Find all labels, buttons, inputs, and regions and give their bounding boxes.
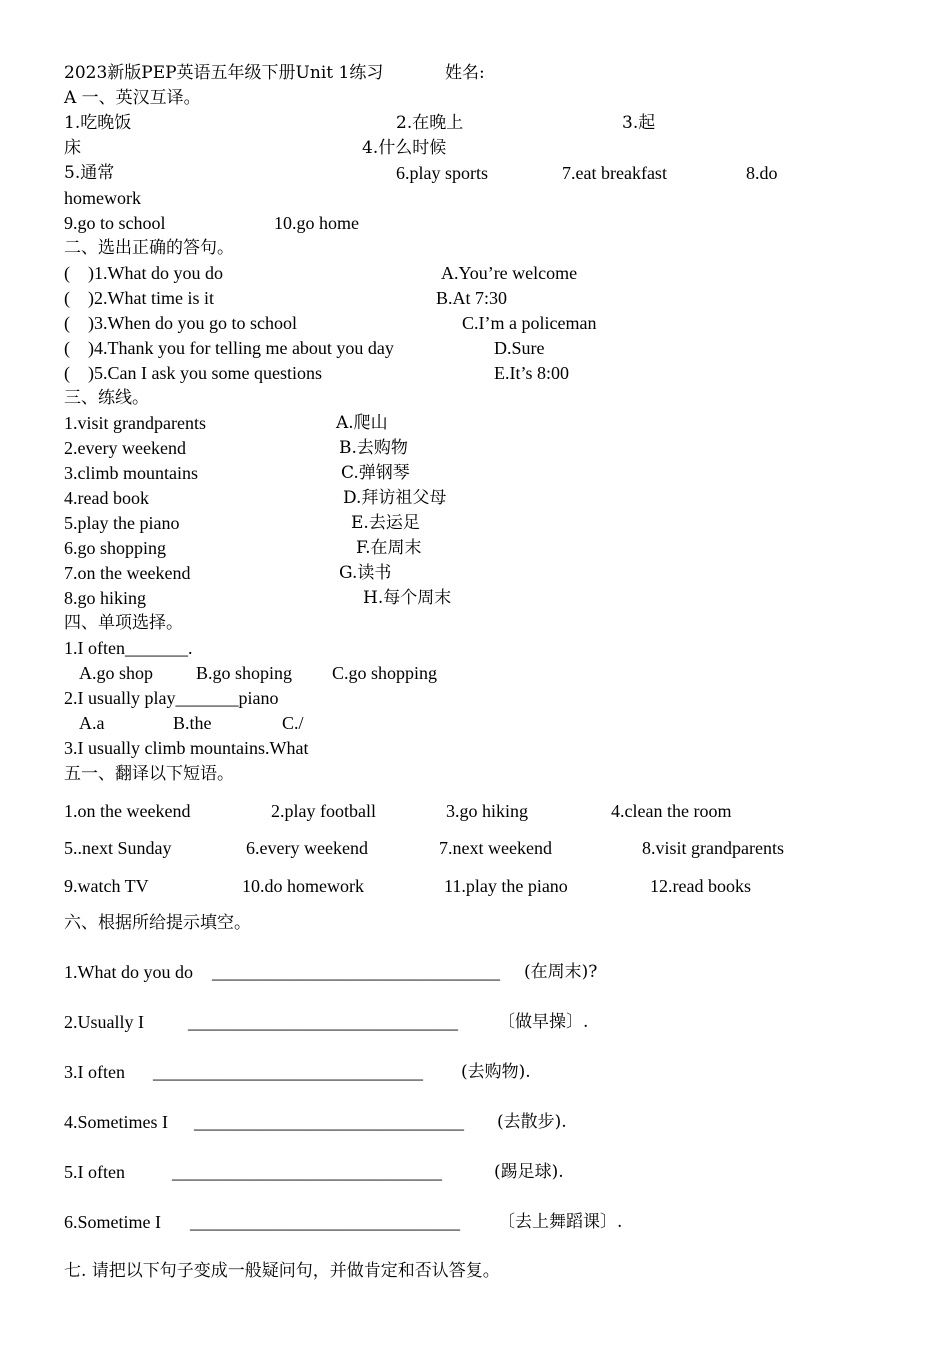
section1-heading: A 一、英汉互译。 [64, 88, 201, 108]
s4-question: 3.I usually climb mountains.What [64, 738, 309, 758]
section6-heading: 六、根据所给提示填空。 [64, 913, 251, 933]
s1-item: 床 [64, 138, 81, 158]
s1-item: 6.play sports [396, 163, 488, 183]
s4-option: A.go shop [79, 663, 154, 683]
s1-item: 3.起 [622, 113, 656, 133]
worksheet-title: 2023新版PEP英语五年级下册Unit 1练习 [64, 63, 384, 83]
s3-right-item: E.去运足 [351, 513, 420, 533]
s2-answer: B.At 7:30 [436, 288, 508, 308]
s6-prompt: 5.I often [64, 1162, 125, 1182]
s4-question [64, 686, 278, 711]
s2-question: ( )2.What time is it [64, 288, 214, 308]
s3-left-item: 4.read book [64, 488, 149, 508]
s6-prompt: 1.What do you do [64, 962, 193, 982]
section4-heading: 四、单项选择。 [64, 613, 183, 633]
s3-left-item: 1.visit grandparents [64, 413, 206, 433]
s5-phrase: 7.next weekend [439, 838, 552, 858]
s1-item: 2.在晚上 [396, 113, 464, 133]
s6-hint: (去散步). [497, 1112, 567, 1132]
s2-question: ( )4.Thank you for telling me about you day [64, 338, 394, 358]
s1-item: homework [64, 188, 141, 208]
s3-left-item: 8.go hiking [64, 588, 147, 608]
s3-left-item: 6.go shopping [64, 538, 167, 558]
s1-item: 9.go to school [64, 213, 166, 233]
s4-q2-tail: piano [238, 688, 279, 708]
s3-right-item: G.读书 [339, 563, 392, 583]
s1-item: 8.do [746, 163, 778, 183]
s3-right-item: A.爬山 [336, 413, 388, 433]
s3-left-item: 5.play the piano [64, 513, 180, 533]
s5-phrase: 3.go hiking [446, 801, 529, 821]
s2-question: ( )3.When do you go to school [64, 313, 297, 333]
s6-hint: 〔做早操〕. [498, 1012, 589, 1032]
s5-phrase: 2.play football [271, 801, 376, 821]
s5-phrase: 5..next Sunday [64, 838, 172, 858]
s3-left-item: 3.climb mountains [64, 463, 198, 483]
section3-heading: 三、练线。 [64, 388, 149, 408]
s6-prompt: 2.Usually I [64, 1012, 144, 1032]
s6-blank[interactable]: ______________________________ [153, 1062, 423, 1082]
s4-q2-blank: _______ [175, 688, 239, 708]
s1-item: 4.什么时候 [362, 138, 447, 158]
s1-item: 5.通常 [64, 163, 115, 183]
s3-right-item: B.去购物 [339, 438, 408, 458]
s1-item: 7.eat breakfast [562, 163, 667, 183]
s6-prompt: 6.Sometime I [64, 1212, 161, 1232]
name-label: 姓名: [445, 63, 485, 83]
s5-phrase: 1.on the weekend [64, 801, 191, 821]
s3-right-item: C.弹钢琴 [341, 463, 410, 483]
s2-answer: E.It’s 8:00 [494, 363, 569, 383]
s1-item: 1.吃晚饭 [64, 113, 132, 133]
s2-question: ( )5.Can I ask you some questions [64, 363, 322, 383]
s6-blank[interactable]: ______________________________ [194, 1112, 464, 1132]
s6-blank[interactable]: ______________________________ [188, 1012, 458, 1032]
s5-phrase: 12.read books [650, 876, 751, 896]
s3-left-item: 2.every weekend [64, 438, 186, 458]
s6-prompt: 3.I often [64, 1062, 125, 1082]
s4-option: B.go shoping [196, 663, 293, 683]
s6-blank[interactable]: ______________________________ [172, 1162, 442, 1182]
s2-question: ( )1.What do you do [64, 263, 223, 283]
s4-question [64, 636, 192, 661]
s5-phrase: 9.watch TV [64, 876, 149, 896]
s4-option: C./ [282, 713, 304, 733]
s4-q1-text: 1.I often [64, 638, 125, 658]
s6-hint: (在周末)? [524, 962, 598, 982]
s5-phrase: 6.every weekend [246, 838, 368, 858]
s5-phrase: 8.visit grandparents [642, 838, 784, 858]
s2-answer: A.You’re welcome [441, 263, 578, 283]
s4-option: B.the [173, 713, 212, 733]
section5-heading: 五一、翻译以下短语。 [64, 764, 234, 784]
section7-heading: 七. 请把以下句子变成一般疑问句，并做肯定和否认答复。 [64, 1261, 500, 1281]
s6-blank[interactable]: ________________________________ [212, 962, 500, 982]
s5-phrase: 4.clean the room [611, 801, 732, 821]
s6-hint: (去购物). [461, 1062, 531, 1082]
s4-q1-blank: _______. [124, 638, 193, 658]
s3-right-item: D.拜访祖父母 [343, 488, 447, 508]
s2-answer: C.I’m a policeman [462, 313, 597, 333]
s4-q2-text: 2.I usually play [64, 688, 176, 708]
s3-right-item: F.在周末 [356, 538, 422, 558]
s5-phrase: 11.play the piano [444, 876, 568, 896]
s5-phrase: 10.do homework [242, 876, 364, 896]
section2-heading: 二、选出正确的答句。 [64, 238, 234, 258]
s3-right-item: H.每个周末 [363, 588, 452, 608]
s6-hint: 〔去上舞蹈课〕. [498, 1212, 623, 1232]
s4-option: A.a [79, 713, 105, 733]
s4-option: C.go shopping [332, 663, 438, 683]
s6-blank[interactable]: ______________________________ [190, 1212, 460, 1232]
s1-item: 10.go home [274, 213, 359, 233]
s6-hint: (踢足球). [494, 1162, 564, 1182]
s3-left-item: 7.on the weekend [64, 563, 191, 583]
s2-answer: D.Sure [494, 338, 545, 358]
s6-prompt: 4.Sometimes I [64, 1112, 168, 1132]
